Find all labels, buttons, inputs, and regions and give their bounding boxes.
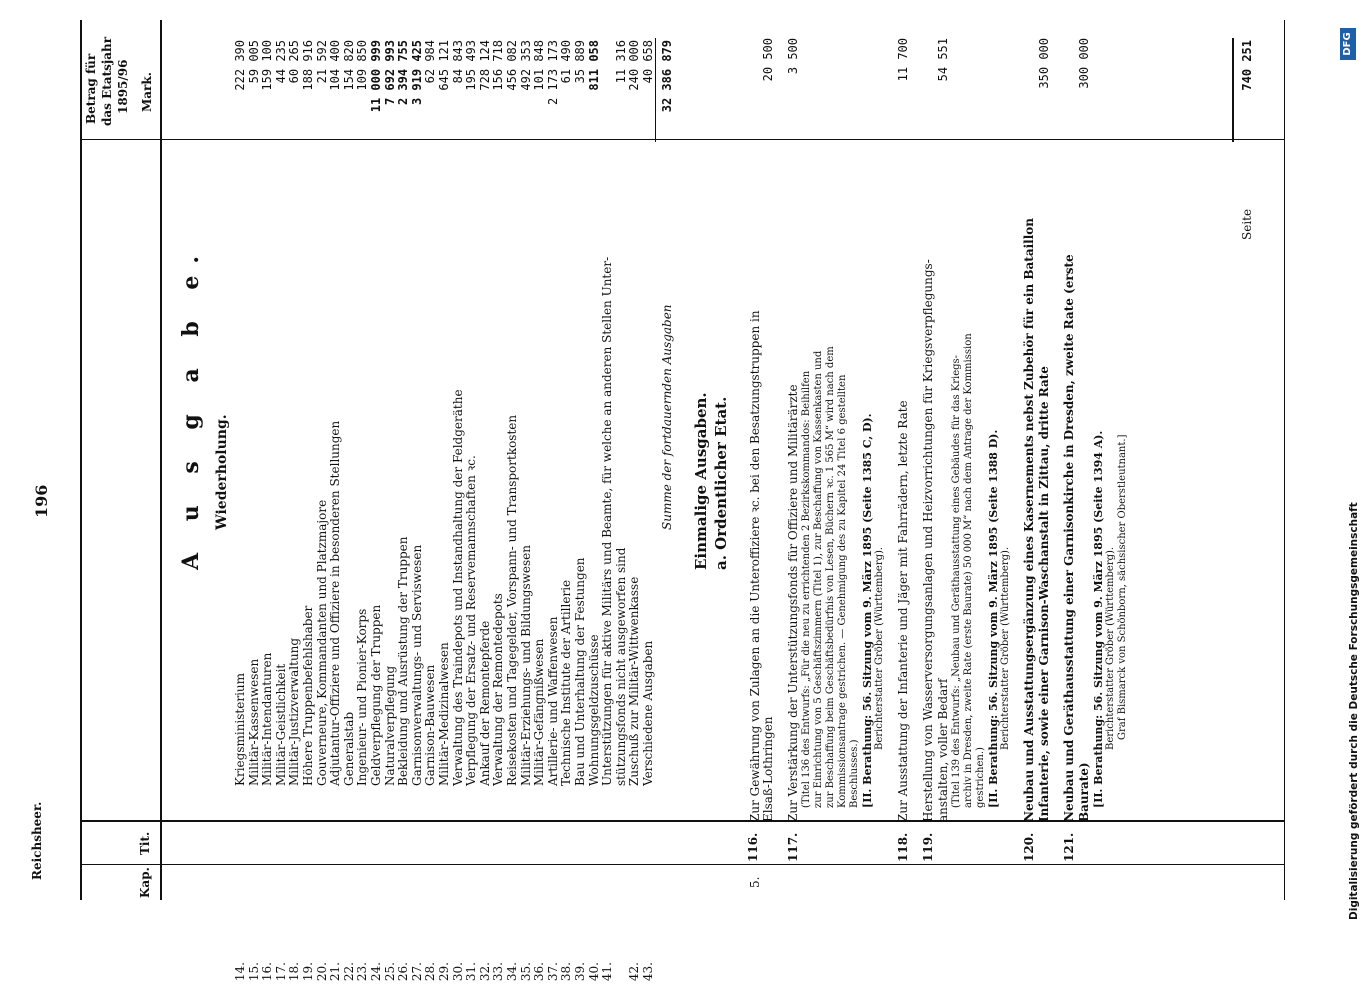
recap-row-label: Unterstützungen für aktive Militärs und Beamte, für welche an anderen Stellen Unter-	[600, 256, 615, 786]
running-head: Reichsheer.	[30, 801, 44, 880]
oneoff-item-tit: 117.	[786, 832, 800, 862]
recap-row-label: Militär-Intendanturen	[260, 652, 275, 786]
page-total-label: Seite	[1240, 208, 1254, 240]
amount-header-line2: das Etatsjahr	[100, 36, 114, 126]
oneoff-heading: Einmalige Ausgaben.	[692, 392, 710, 570]
recap-row-kap: 23.	[355, 962, 370, 982]
recap-row-kap: 35.	[518, 962, 533, 982]
oneoff-item-tit: 120.	[1022, 832, 1036, 862]
recap-row-amount: 811 058	[586, 40, 601, 91]
recap-row-amount: 159 100	[260, 40, 275, 91]
recap-row-kap: 16.	[260, 962, 275, 982]
oneoff-item-tit: 121.	[1062, 832, 1076, 862]
recap-row	[301, 40, 315, 982]
oneoff-item-citation: [II. Berathung: 56. Sitzung vom 9. März 1895 (Seite 1394 A).	[1092, 430, 1105, 808]
recap-row	[287, 40, 302, 982]
recap-row-kap: 33.	[491, 962, 506, 982]
recap-row-amount: 728 124	[477, 40, 492, 91]
table-top-rule	[80, 20, 82, 900]
recap-row-amount: 61 490	[559, 40, 574, 84]
recap-row-amount: 188 916	[301, 40, 315, 91]
recap-row-label: Bekleidung und Ausrüstung der Truppen	[396, 536, 411, 786]
recap-row-amount: 40 658	[641, 40, 655, 84]
recap-row-kap: 29.	[437, 962, 451, 982]
recap-row	[464, 40, 479, 982]
oneoff-item-reporter-2: Graf Bismarck von Schönborn, sächsischer Oberstleutnant.]	[1117, 434, 1128, 740]
recap-row-kap: 18.	[287, 962, 302, 982]
page-total-rule	[1232, 38, 1234, 142]
recap-row-label: Reisekosten und Tagegelder, Vorspann- und Transportkosten	[505, 414, 519, 786]
recap-row	[273, 40, 288, 982]
oneoff-item-note: archiv in Dresden, zweite Rate (erste Baurate) 50 000 M“ nach dem Antrage der Kommission	[963, 333, 974, 808]
recap-row-amount: 645 121	[437, 40, 451, 91]
recap-row-kap: 21.	[328, 962, 343, 982]
recap-row-amount: 2 394 755	[396, 40, 411, 106]
oneoff-item-note: (Titel 136 des Entwurfs: „Für die neu zu errichtenden 2 Bezirkskommandos: Beihilfen	[801, 370, 812, 808]
recap-row	[573, 40, 587, 982]
recap-row-amount: 62 984	[423, 40, 438, 84]
recap-row-amount: 240 000	[627, 40, 642, 91]
recap-row-label: Militär-Justizverwaltung	[287, 637, 302, 786]
oneoff-item-reporter: Berichterstatter Gröber (Württemberg).	[1105, 546, 1116, 750]
recap-row-label: Geldverpflegung der Truppen	[369, 604, 383, 786]
recap-row-kap: 38.	[559, 962, 574, 982]
recap-row-kap: 30.	[450, 962, 465, 982]
recap-row-kap: 17.	[273, 962, 288, 982]
amount-header-unit: Mark.	[140, 72, 154, 112]
recap-row	[260, 40, 275, 982]
recap-row-label: Bau und Unterhaltung der Festungen	[573, 557, 587, 786]
recap-row	[233, 40, 247, 982]
recap-row-amount: 222 390	[233, 40, 247, 91]
recap-row-label: Militär-Erziehungs- und Bildungswesen	[518, 544, 533, 786]
recap-row-label: Verwaltung des Traindepots und Instandhaltung der Feldgeräthe	[450, 389, 465, 786]
recap-row-kap: 19.	[301, 962, 315, 982]
recap-row	[396, 40, 411, 982]
table-bottom-rule	[1284, 20, 1285, 900]
oneoff-item-text: Baurate)	[1077, 762, 1091, 822]
recap-row-label: Verpflegung der Ersatz- und Reservemannschaften ꝛc.	[464, 455, 479, 786]
recap-row-kap: 39.	[573, 962, 587, 982]
recap-row	[586, 40, 601, 982]
oneoff-item-tit: 116.	[746, 832, 760, 862]
recap-row-amount: 2 173 173	[545, 40, 560, 106]
oneoff-item-amount: 3 500	[786, 38, 800, 75]
recap-row-kap: 31.	[464, 962, 479, 982]
oneoff-item-text: Herstellung von Wasserversorgungsanlagen und Heizvorrichtungen für Kriegsverpflegungs-	[921, 259, 935, 822]
recap-row	[491, 40, 506, 982]
recap-row	[328, 40, 343, 982]
recap-row	[505, 40, 519, 982]
recap-row-amount: 7 692 993	[382, 40, 397, 106]
recap-row-amount: 11 316	[613, 40, 628, 84]
recap-row-label: Gouverneure, Kommandanten und Platzmajore	[314, 499, 329, 786]
recap-row-label: Militär-Medizinalwesen	[437, 642, 451, 786]
oneoff-item-text: Zur Verstärkung der Unterstützungsfonds für Offiziere und Militärärzte	[786, 384, 800, 822]
recap-row-kap: 36.	[532, 962, 547, 982]
oneoff-item-text: Zur Ausstattung der Infanterie und Jäger mit Fahrrädern, letzte Rate	[896, 400, 910, 822]
oneoff-item-note: zur Einrichtung von 5 Geschäftszimmern (Titel 1), zur Beschaffung von Kassenkasten und	[813, 350, 824, 808]
recap-row	[314, 40, 329, 982]
recap-row-label: Verschiedene Ausgaben	[641, 640, 655, 786]
recap-row-kap: 20.	[314, 962, 329, 982]
oneoff-item-amount: 11 700	[896, 38, 910, 82]
recap-row-kap: 40.	[586, 962, 601, 982]
oneoff-item-reporter: Berichterstatter Gröber (Württemberg).	[874, 546, 885, 750]
recap-row	[341, 40, 356, 982]
oneoff-subheading: a. Ordentlicher Etat.	[712, 396, 730, 570]
recap-row-amount: 195 493	[464, 40, 479, 91]
page-total-amount: 740 251	[1240, 40, 1254, 91]
kap-column-rule	[80, 864, 1285, 865]
sum-amount: 32 386 879	[660, 40, 674, 113]
recap-row-amount: 11 000 999	[369, 40, 383, 113]
recap-row	[450, 40, 465, 982]
page-number: 196	[32, 484, 51, 518]
oneoff-item-note: zur Beschaffung beim Geschäftsbedürfnis von Lesen, Büchern ꝛc. 1 565 M“ wird nach dem	[825, 346, 836, 808]
oneoff-item-note: (Titel 139 des Entwurfs: „Neubau und Geräthausstattung eines Gebäudes für das Kriegs-	[951, 354, 962, 808]
oneoff-item-note: Beschlusses.)	[849, 739, 860, 808]
recap-row-kap: 24.	[369, 962, 383, 982]
oneoff-item-reporter: Berichterstatter Gröber (Württemberg).	[1000, 546, 1011, 750]
oneoff-item-note: gestrichen.)	[975, 747, 986, 808]
oneoff-item-text: Elsaß-Lothringen	[761, 716, 775, 822]
recap-row-amount: 104 400	[328, 40, 343, 91]
recap-row-amount: 59 005	[246, 40, 261, 84]
recap-row-kap: 26.	[396, 962, 411, 982]
recap-row-amount: 21 592	[314, 40, 329, 84]
recap-row-kap: 15.	[246, 962, 261, 982]
recap-row-label: Adjutantur-Offiziere und Offiziere in besonderen Stellungen	[328, 420, 343, 786]
recap-row	[382, 40, 397, 982]
oneoff-item-text: Infanterie, sowie einer Garnison-Waschanstalt in Zittau, dritte Rate	[1037, 366, 1051, 822]
oneoff-item-text: Zur Gewährung von Zulagen an die Unteroffiziere ꝛc. bei den Besatzungstruppen in	[748, 310, 762, 822]
recap-row	[369, 40, 383, 982]
recap-row	[423, 40, 438, 982]
recap-row	[409, 40, 424, 982]
oneoff-item-amount: 54 551	[936, 38, 950, 82]
recap-row-kap: 34.	[505, 962, 519, 982]
recap-row-kap: 32.	[477, 962, 492, 982]
recap-row-label: stützungsfonds nicht ausgeworfen sind	[613, 547, 628, 786]
recap-row-kap: 25.	[382, 962, 397, 982]
recap-row-label: Naturalverpflegung	[382, 665, 397, 786]
recap-row	[600, 40, 615, 982]
recap-row	[532, 40, 547, 982]
recap-row-amount: 156 718	[491, 40, 506, 91]
recap-row-label: Zuschuß zur Militär-Wittwenkasse	[627, 576, 642, 786]
recap-row	[246, 40, 261, 982]
kap-header: Kap.	[138, 867, 152, 898]
recap-row	[437, 40, 451, 982]
recap-heading: Wiederholung.	[214, 414, 230, 530]
recap-row-amount: 109 850	[355, 40, 370, 91]
recap-row-kap: 22.	[341, 962, 356, 982]
amount-header-line1: Betrag für	[84, 53, 98, 124]
recap-row-label: Wohnungsgeldzuschüsse	[586, 634, 601, 786]
recap-row	[477, 40, 492, 982]
recap-row-amount: 492 353	[518, 40, 533, 91]
recap-row-label: Artillerie- und Waffenwesen	[545, 616, 560, 786]
recap-row-amount: 154 820	[341, 40, 356, 91]
dfg-logo: DFG	[1340, 28, 1356, 60]
oneoff-item-citation: [II. Berathung: 56. Sitzung vom 9. März 1895 (Seite 1388 D).	[987, 429, 1000, 808]
oneoff-item-text: anstalten, voller Bedarf	[936, 678, 950, 822]
oneoff-table	[746, 38, 1266, 860]
recap-row-label: Militär-Gefängnißwesen	[532, 638, 547, 786]
recap-row	[615, 40, 628, 800]
sum-rule	[655, 38, 656, 142]
recap-row-label: Ingenieur- und Pionier-Korps	[355, 608, 370, 786]
oneoff-item-amount: 350 000	[1037, 38, 1051, 89]
recap-row-amount: 3 919 425	[409, 40, 424, 106]
recap-row-label: Verwaltung der Remontedepots	[491, 593, 506, 786]
recap-row-label: Militär-Kassenwesen	[246, 658, 261, 786]
recap-row	[641, 40, 655, 982]
recap-row-label: Generalstab	[341, 711, 356, 786]
recap-row-label: Ankauf der Remontepferde	[477, 620, 492, 786]
recap-row-kap: 41.	[600, 962, 615, 982]
recap-row-amount: 84 843	[450, 40, 465, 84]
recap-row-kap: 14.	[233, 962, 247, 982]
oneoff-item-text: Neubau und Ausstattungsergänzung eines Kasernements nebst Zubehör für ein Bataillon	[1022, 217, 1036, 822]
recap-row-amount: 35 889	[573, 40, 587, 84]
oneoff-item-citation: [II. Berathung: 56. Sitzung vom 9. März 1895 (Seite 1385 C, D).	[861, 413, 874, 808]
recap-row-kap: 28.	[423, 962, 438, 982]
recap-row-kap: 27.	[409, 962, 424, 982]
recap-row-kap: 43.	[641, 962, 655, 982]
recap-row-amount: 101 848	[532, 40, 547, 91]
oneoff-item-tit: 119.	[921, 832, 935, 862]
oneoff-item-tit: 118.	[896, 832, 910, 862]
page-title: A u s g a b e.	[178, 243, 204, 570]
oneoff-item-text: Neubau und Geräthausstattung einer Garnisonkirche in Dresden, zweite Rate (erste	[1062, 254, 1076, 822]
recap-row-amount: 60 265	[287, 40, 302, 84]
recap-row	[355, 40, 370, 982]
oneoff-kap-number: 5.	[748, 876, 762, 888]
recap-row-amount: 44 235	[273, 40, 288, 84]
header-rule	[160, 20, 162, 900]
recap-row-label: Höhere Truppenbefehlshaber	[301, 605, 315, 786]
recap-row-kap: 37.	[545, 962, 560, 982]
recap-row	[627, 40, 642, 982]
recap-row-kap: 42.	[627, 962, 642, 982]
recap-row	[559, 40, 574, 982]
tit-header: Tit.	[138, 831, 152, 855]
recap-row-label: Garnison-Bauwesen	[423, 664, 438, 786]
recap-row-label: Kriegsministerium	[233, 672, 247, 786]
recap-row	[545, 40, 560, 982]
digitization-credit: Digitalisierung gefördert durch die Deutsche Forschungsgemeinschaft	[1348, 502, 1360, 920]
recap-row-label: Technische Institute der Artillerie	[559, 579, 574, 786]
recap-row-label: Militär-Geistlichkeit	[273, 663, 288, 786]
recap-row-amount: 456 082	[505, 40, 519, 91]
amount-header-line3: 1895/96	[116, 59, 130, 114]
recap-row	[518, 40, 533, 982]
sum-label: Summe der fortdauernden Ausgaben	[660, 304, 674, 530]
oneoff-item-amount: 20 500	[761, 38, 775, 82]
oneoff-item-amount: 300 000	[1077, 38, 1091, 89]
recap-row-label: Garnisonverwaltungs- und Serviswesen	[409, 544, 424, 786]
oneoff-item-note: Kommissionsantrage gestrichen. — Genehmigung des zu Kapitel 24 Titel 6 gestellten	[837, 374, 848, 808]
